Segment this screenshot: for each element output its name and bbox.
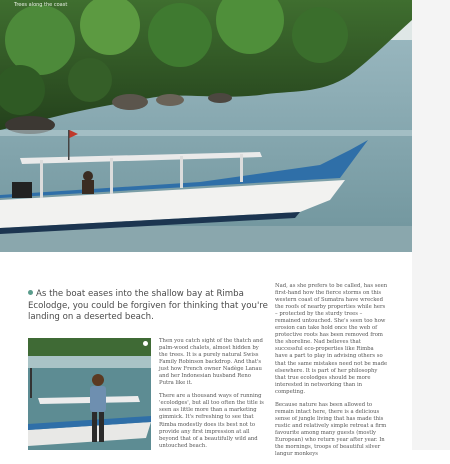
intro-paragraph [28,289,268,324]
column1-paragraph: Then you catch sight of the thatch and palm-wood chalets, almost hidden by the trees. It is a purely natural Swiss Family Robinson backdrop. And that's just how French owner Nadège Lanau and her Indonesian husband Reno Putra like it. [159,338,263,387]
bullet-dot-icon [28,290,33,295]
page-gutter [412,0,450,450]
body-column-2 [275,283,388,464]
hero-illustration [0,0,412,252]
inset-photo-man-on-boat [28,338,151,450]
column1-paragraph: There are a thousand ways of running 'ecolodges', but all too often the title is seen as little more than a marketing gimmick. It's refreshing to see that Rimba modestly does its best not to provide any first impression at all beyond that of a beautifully wild and untouched beach. [159,393,264,449]
inset-illustration [28,338,151,450]
hero-photo-boat-bay [0,0,412,252]
body-column-1 [159,338,265,456]
column2-paragraph: Because nature has been allowed to remain intact here, there is a delicious sense of jungle living that has made this rustic and relatively simple retreat a firm favourite among many guests (mostly European) who return year after year. In the mornings, troops of beautiful silver langur monkeys [275,401,387,458]
hero-caption: Trees along the coast [14,2,68,8]
column2-paragraph: Nad, as she prefers to be called, has seen first-hand how the fierce storms on this western coast of Sumatra have wrecked the roofs of nearby properties while hers – protected by the sturdy trees – remained untouched. She's seen too how erosion can take hold once the web of protective roots has been removed from the shoreline. Nad believes that successful eco-properties like Rimba have a part to play in advising others so that the same mistakes need not be made elsewhere. It is part of her philosophy that true ecolodges should be more interested in networking than in competing. [275,283,388,395]
intro-text: As the boat eases into the shallow bay at Rimba Ecolodge, you could be forgiven for thinking that you're landing on a deserted beach. [28,289,268,322]
photo-marker-dot-icon [143,341,148,346]
